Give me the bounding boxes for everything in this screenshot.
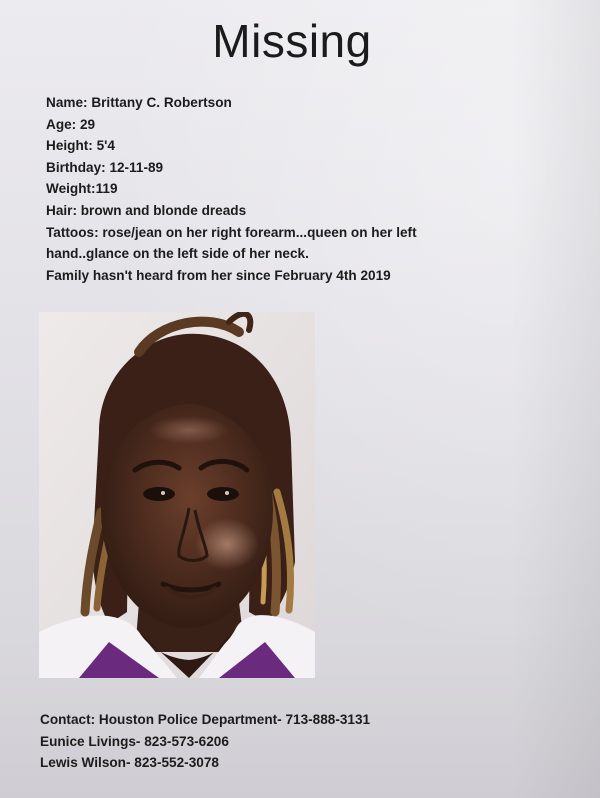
police-contact-line: Contact: Houston Police Department- 713-888-3131 [40,712,371,727]
person-photo [39,312,315,678]
hair-line: Hair: brown and blonde dreads [46,202,247,218]
portrait-illustration [39,312,315,678]
last-heard-line: Family hasn't heard from her since February 4th 2019 [46,267,391,283]
person-details [46,92,526,286]
tattoos-line-1: Tattoos: rose/jean on her right forearm...queen on her left [46,224,417,240]
contact-line-3: Lewis Wilson- 823-552-3078 [40,755,219,771]
name-line: Name: Brittany C. Robertson [46,95,232,110]
height-line: Height: 5'4 [46,138,115,154]
contact-info [40,709,500,774]
flyer-title: Missing [212,15,372,67]
contact-line-2: Eunice Livings- 823-573-6206 [40,733,229,749]
age-line: Age: 29 [46,116,96,132]
birthday-line: Birthday: 12-11-89 [46,159,164,175]
weight-line: Weight:119 [46,181,118,197]
tattoos-line-2: hand..glance on the left side of her neck. [46,246,309,262]
